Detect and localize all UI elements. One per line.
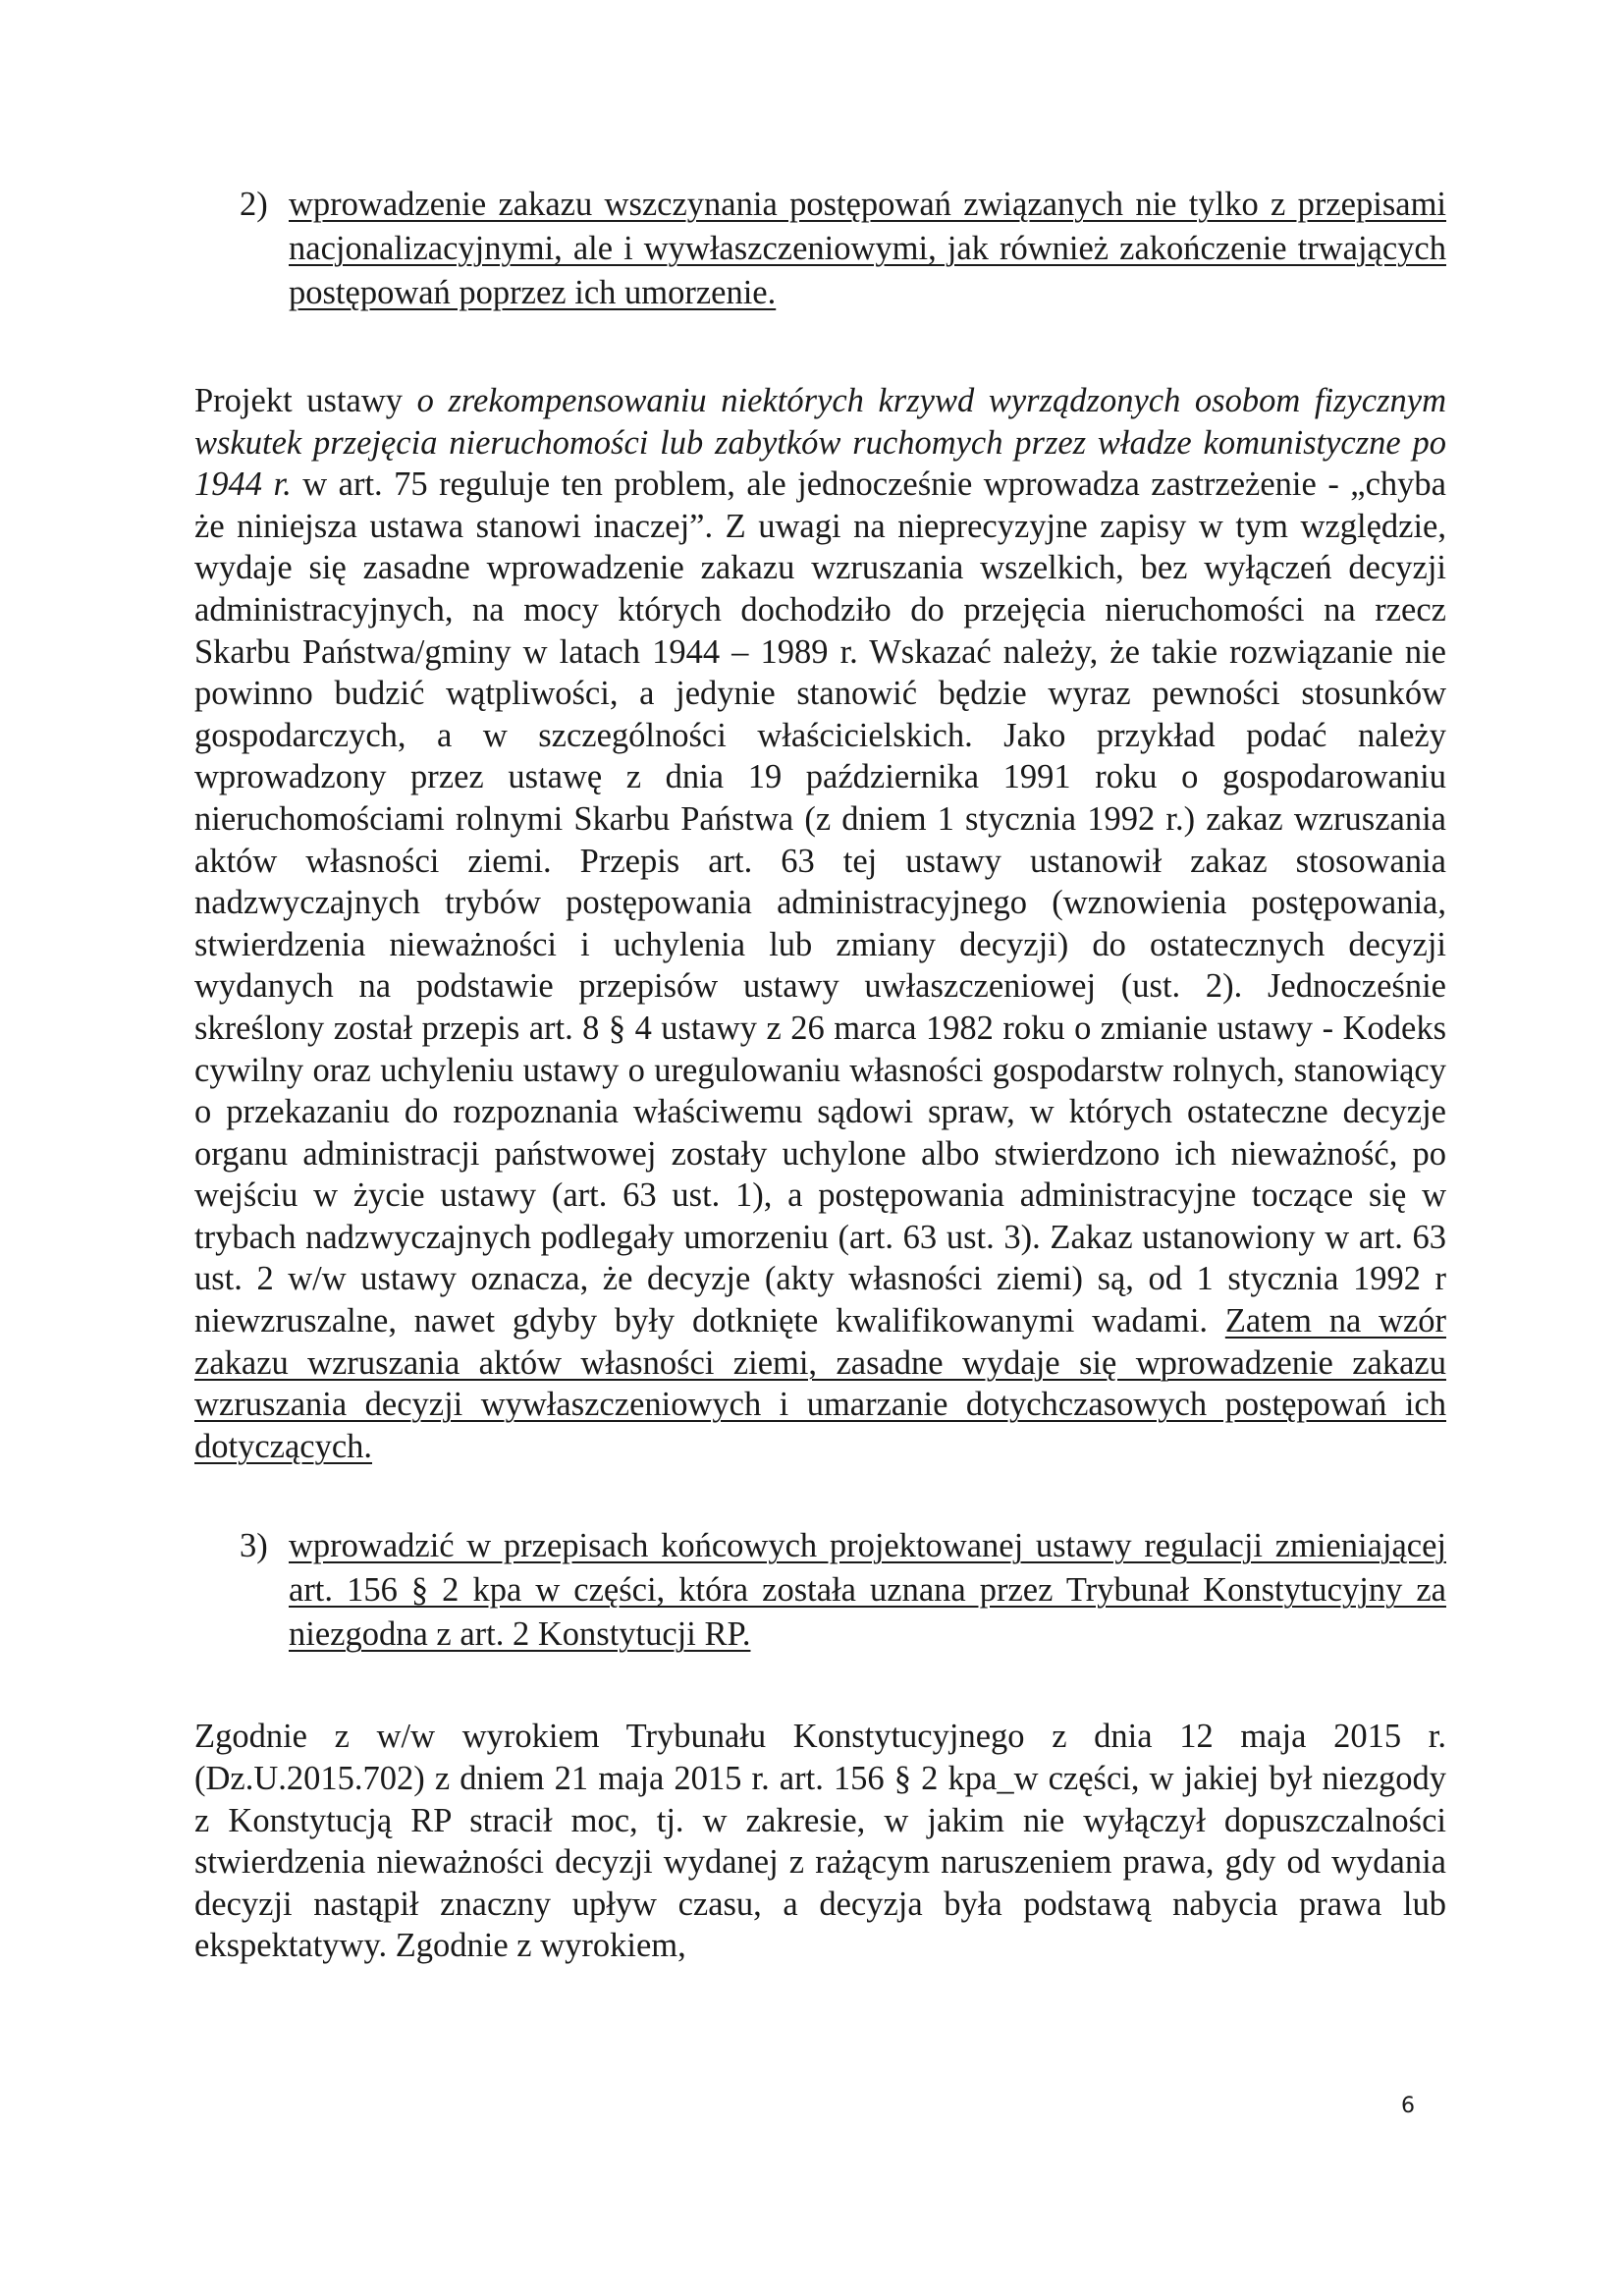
list-item-2 — [240, 183, 1446, 315]
list-item-number: 2) — [240, 186, 268, 223]
paragraph-body: w art. 75 reguluje ten problem, ale jednocześnie wprowadza zastrzeżenie - „chyba że niniejsza ustawa stanowi inaczej”. Z uwagi na nieprecyzyjne zapisy w tym względzie, wydaje się zasadne wprowadzenie zakazu wzruszania wszelkich, bez wyłączeń decyzji administracyjnych, na mocy których dochodziło do przejęcia nieruchomości na rzecz Skarbu Państwa/gminy w latach 1944 – 1989 r. Wskazać należy, że takie rozwiązanie nie powinno budzić wątpliwości, a jedynie stanowić będzie wyraz pewności stosunków gospodarczych, a w szczególności właścicielskich. Jako przykład podać należy wprowadzony przez ustawę z dnia 19 października 1991 roku o gospodarowaniu nieruchomościami rolnymi Skarbu Państwa (z dniem 1 stycznia 1992 r.) zakaz wzruszania aktów własności ziemi. Przepis art. 63 tej ustawy ustanowił zakaz stosowania nadzwyczajnych trybów postępowania administracyjnego (wznowienia postępowania, stwierdzenia nieważności i uchylenia lub zmiany decyzji) do ostatecznych decyzji wydanych na podstawie przepisów ustawy uwłaszczeniowej (ust. 2). Jednocześnie skreślony został przepis art. 8 § 4 ustawy z 26 marca 1982 roku o zmianie ustawy - Kodeks cywilny oraz uchyleniu ustawy o uregulowaniu własności gospodarstw rolnych, stanowiący o przekazaniu do rozpoznania właściwemu sądowi spraw, w których ostateczne decyzje organu administracji państwowej zostały uchylone albo stwierdzono ich nieważność, po wejściu w życie ustawy (art. 63 ust. 1), a postępowania administracyjne toczące się w trybach nadzwyczajnych podlegały umorzeniu (art. 63 ust. 3). Zakaz ustanowiony w art. 63 ust. 2 w/w ustawy oznacza, że decyzje (akty własności ziemi) są, od 1 stycznia 1992 r niewzruszalne, nawet gdyby były dotknięte kwalifikowanymi wadami. — [194, 465, 1446, 1340]
page-number: 6 — [1401, 2094, 1415, 2118]
paragraph-lead: Projekt ustawy — [194, 382, 417, 419]
list-item-3 — [240, 1524, 1446, 1657]
document-page — [194, 183, 1446, 1967]
list-item-number: 3) — [240, 1527, 268, 1565]
act-title: o zrekompensowaniu niektórych krzywd wyrządzonych osobom fizycznym wskutek przejęcia nieruchomości lub zabytków ruchomych przez władze komunistyczne po 1944 r. — [194, 382, 1446, 504]
paragraph-conclusion: Zatem na wzór zakazu wzruszania aktów własności ziemi, zasadne wydaje się wprowadzenie zakazu wzruszania decyzji wywłaszczeniowych i umarzanie dotychczasowych postępowań ich dotyczących. — [194, 1302, 1446, 1465]
paragraph-tribunal-ruling: Zgodnie z w/w wyrokiem Trybunału Konstytucyjnego z dnia 12 maja 2015 r. (Dz.U.2015.702) z dniem 21 maja 2015 r. art. 156 § 2 kpa_w części, w jakiej był niezgody z Konstytucją RP stracił moc, tj. w zakresie, w jakim nie wyłączył dopuszczalności stwierdzenia nieważności decyzji wydanej z rażącym naruszeniem prawa, gdy od wydania decyzji nastąpił znaczny upływ czasu, a decyzja była podstawą nabycia prawa lub ekspektatywy. Zgodnie z wyrokiem, — [194, 1718, 1446, 1965]
list-item-text: wprowadzenie zakazu wszczynania postępowań związanych nie tylko z przepisami nacjonalizacyjnymi, ale i wywłaszczeniowymi, jak również zakończenie trwających postępowań poprzez ich umorzenie. — [289, 186, 1446, 311]
paragraph-draft-act — [194, 380, 1446, 1467]
list-item-text: wprowadzić w przepisach końcowych projektowanej ustawy regulacji zmieniającej art. 156 § 2 kpa w części, która została uznana przez Trybunał Konstytucyjny za niezgodna z art. 2 Konstytucji RP. — [289, 1527, 1446, 1654]
